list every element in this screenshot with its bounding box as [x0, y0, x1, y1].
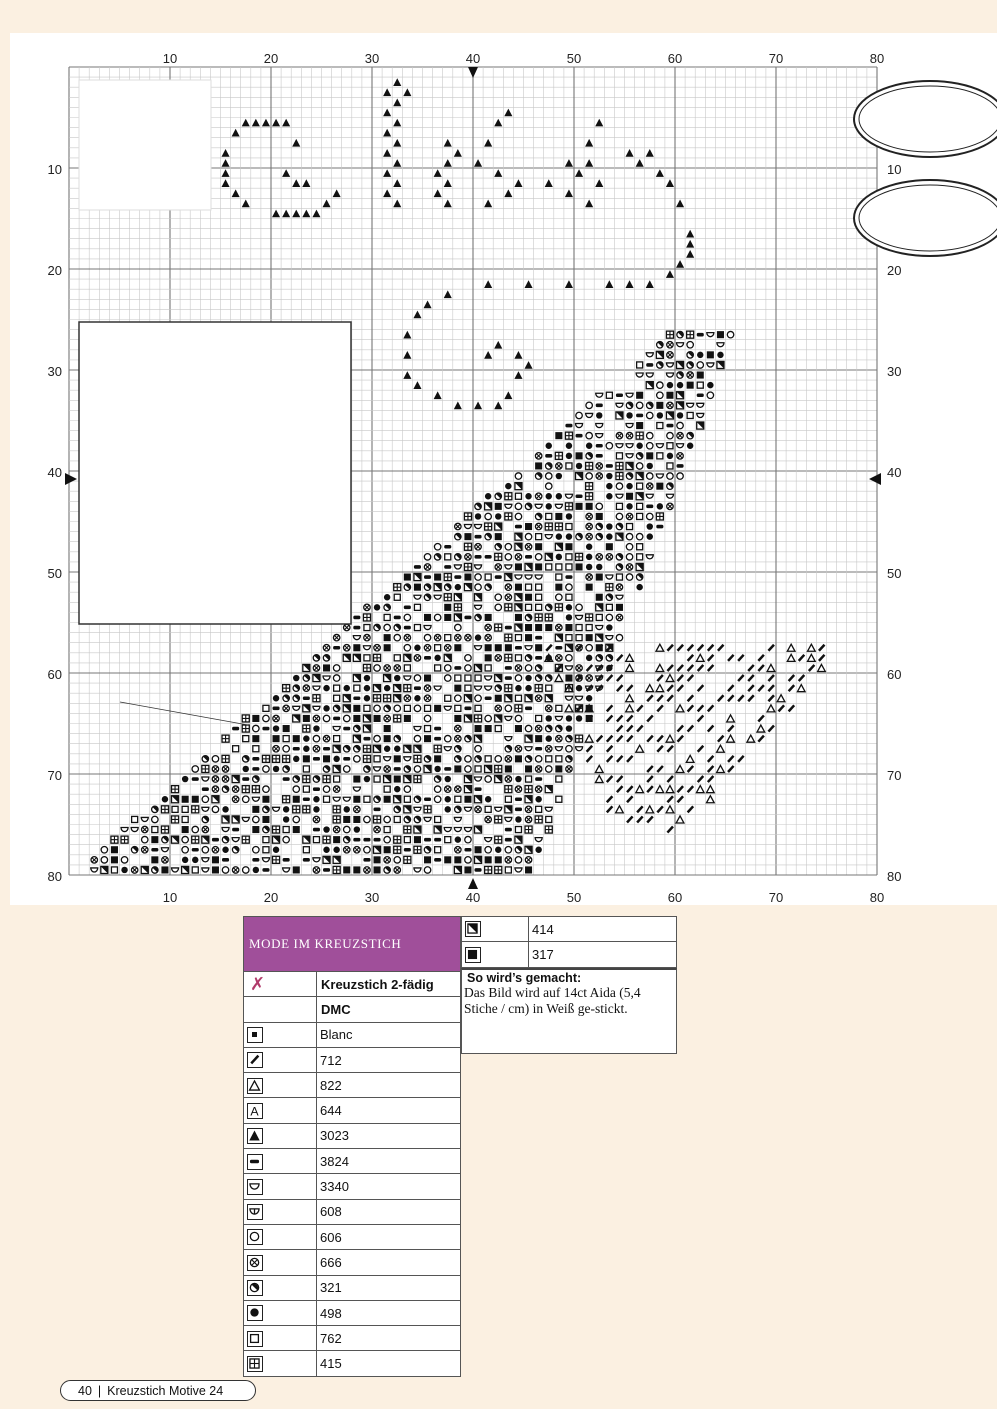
tick-label: 70 [887, 768, 902, 783]
stitch-type-label: Kreuzstich 2-fädig [317, 972, 461, 997]
center-marker-left-icon [65, 473, 77, 485]
publication-title: Kreuzstich Motive 24 [107, 1384, 224, 1398]
oval-frame-bottom [854, 180, 997, 256]
tick-label: 70 [47, 768, 62, 783]
color-code: Blanc [317, 1022, 461, 1047]
tick-label: 20 [47, 263, 62, 278]
center-marker-bottom-icon [468, 878, 478, 889]
blank-area-top-left [79, 80, 211, 210]
legend-row [244, 1149, 461, 1174]
color-code: 321 [317, 1275, 461, 1300]
color-code: 317 [529, 942, 677, 967]
right-axis-ticks [887, 162, 901, 884]
legend-row [244, 1224, 461, 1249]
color-code: 608 [317, 1199, 461, 1224]
letter-a-icon [247, 1103, 263, 1119]
color-code: 498 [317, 1300, 461, 1325]
tick-label: 60 [47, 667, 62, 682]
tick-label: 10 [887, 162, 902, 177]
cross-stitch-icon: ✗ [244, 972, 317, 997]
color-code: 3824 [317, 1149, 461, 1174]
grid-square-icon [247, 1356, 263, 1372]
top-axis-ticks [163, 51, 884, 66]
outline-circle-icon [247, 1229, 263, 1245]
tick-label: 50 [566, 51, 582, 66]
tick-label: 70 [768, 890, 784, 905]
tick-label: 30 [47, 364, 62, 379]
tick-label: 40 [465, 890, 481, 905]
half-circle-line-icon [247, 1204, 263, 1220]
tick-label: 60 [667, 51, 683, 66]
tick-label: 10 [162, 51, 178, 66]
horizontal-bar-icon [247, 1154, 263, 1170]
color-code: 3023 [317, 1123, 461, 1148]
tick-label: 80 [869, 890, 885, 905]
tick-label: 30 [364, 890, 380, 905]
half-circle-icon [247, 1179, 263, 1195]
tick-label: 20 [887, 263, 902, 278]
filled-triangle-icon [247, 1128, 263, 1144]
tick-label: 70 [768, 51, 784, 66]
tick-label: 20 [263, 51, 279, 66]
half-filled-circle-icon [247, 1280, 263, 1296]
filled-circle-icon [247, 1305, 263, 1321]
legend-row [244, 1275, 461, 1300]
bottom-axis-ticks [163, 890, 884, 905]
legend-row [244, 1199, 461, 1224]
tick-label: 80 [887, 869, 902, 884]
legend-row [244, 1073, 461, 1098]
tick-label: 10 [162, 890, 178, 905]
color-code: 414 [529, 917, 677, 942]
tick-label: 10 [47, 162, 62, 177]
tick-label: 80 [869, 51, 885, 66]
legend-row [244, 1047, 461, 1072]
color-legend-right [461, 916, 677, 968]
legend-row [244, 1022, 461, 1047]
instructions-box [461, 968, 677, 1054]
tick-label: 40 [47, 465, 62, 480]
tick-label: 80 [47, 869, 62, 884]
color-code: 666 [317, 1250, 461, 1275]
color-code: 3340 [317, 1174, 461, 1199]
color-legend [243, 916, 461, 1377]
filled-square-icon [465, 947, 481, 963]
tick-label: 60 [887, 667, 902, 682]
color-code: 712 [317, 1047, 461, 1072]
svg-text:A: A [250, 1104, 259, 1117]
center-marker-right-icon [869, 473, 881, 485]
color-code: 822 [317, 1073, 461, 1098]
legend-row [462, 942, 677, 967]
cross-stitch-chart [10, 33, 997, 905]
left-axis-ticks [48, 162, 62, 884]
color-code: 762 [317, 1326, 461, 1351]
legend-row [244, 1300, 461, 1325]
tick-label: 60 [667, 890, 683, 905]
legend-row [244, 1250, 461, 1275]
small-square-icon [247, 1027, 263, 1043]
half-filled-square-icon [465, 921, 481, 937]
center-marker-top-icon [468, 67, 478, 78]
legend-title: MODE IM KREUZSTICH [244, 917, 461, 972]
brand-label: DMC [317, 997, 461, 1022]
page-number: 40 [78, 1384, 92, 1398]
oval-frame-top [854, 81, 997, 157]
legend-row [244, 1326, 461, 1351]
page-footer: 40 | Kreuzstich Motive 24 [60, 1380, 256, 1401]
crossed-circle-icon [247, 1255, 263, 1271]
tick-label: 30 [887, 364, 902, 379]
legend-row [462, 917, 677, 942]
color-code: 644 [317, 1098, 461, 1123]
legend-row [244, 1351, 461, 1376]
outline-square-icon [247, 1331, 263, 1347]
chart-grid [10, 33, 997, 905]
photo-frame [79, 322, 351, 624]
tick-label: 50 [47, 566, 62, 581]
legend-row [244, 1123, 461, 1148]
tick-label: 50 [566, 890, 582, 905]
outline-triangle-icon [247, 1078, 263, 1094]
legend-row [244, 1174, 461, 1199]
color-code: 606 [317, 1224, 461, 1249]
tick-label: 40 [465, 51, 481, 66]
tick-label: 30 [364, 51, 380, 66]
tick-label: 40 [887, 465, 902, 480]
diagonal-line-icon [247, 1052, 263, 1068]
instructions-text: Das Bild wird auf 14ct Aida (5,4 Stiche / cm) in Weiß ge-stickt. [464, 985, 641, 1016]
tick-label: 50 [887, 566, 902, 581]
tick-label: 20 [263, 890, 279, 905]
legend-row [244, 1098, 461, 1123]
instructions-title: So wird’s gemacht: [467, 971, 582, 985]
color-code: 415 [317, 1351, 461, 1376]
